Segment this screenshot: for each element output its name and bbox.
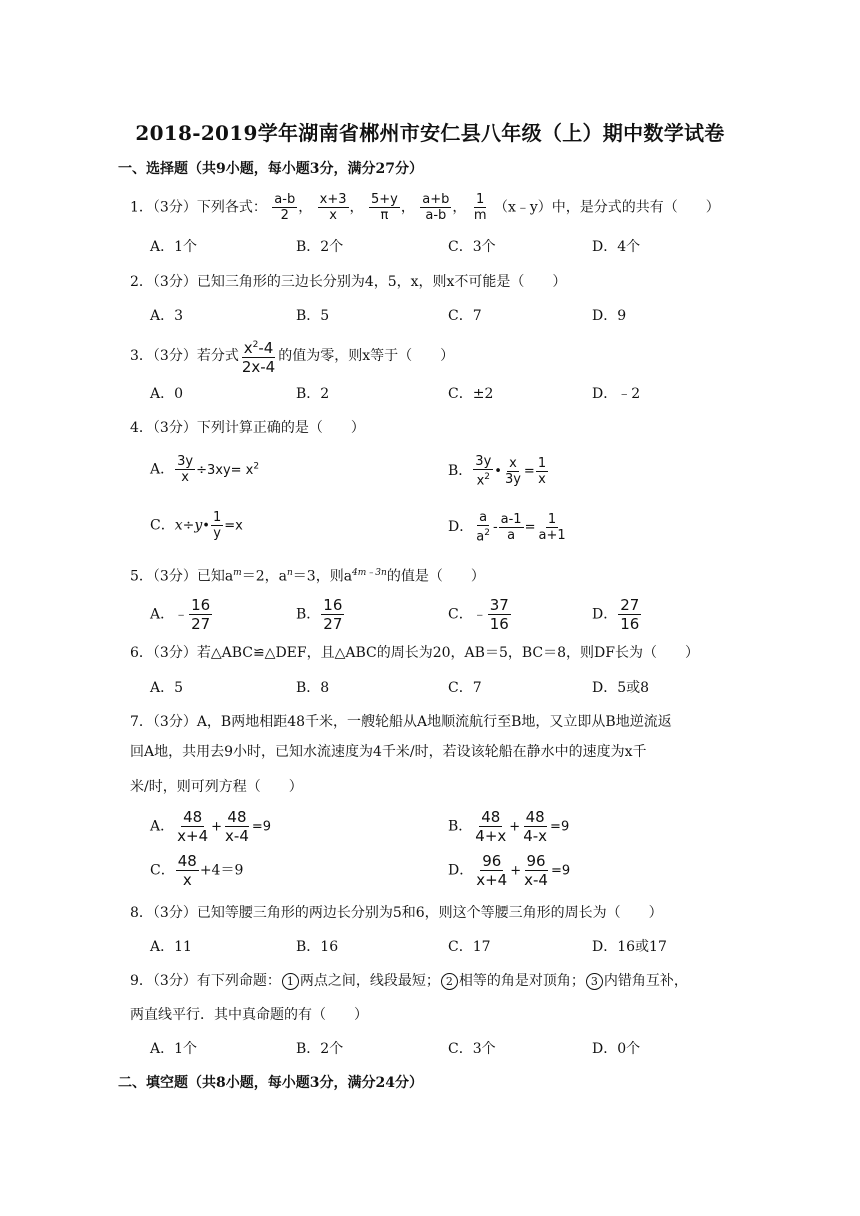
fraction: $\frac{48}{x-4}$ [225, 808, 249, 845]
fraction: $\frac{96}{x-4}$ [524, 852, 548, 889]
option-b: B．2个 [296, 1041, 344, 1057]
exponent: 4m﹣3n [352, 568, 387, 578]
proposition-1: 两点之间，线段最短； [299, 973, 440, 989]
exponent: n [286, 568, 293, 578]
section-heading-fill-in: 二、填空题（共8小题，每小题3分，满分24分） [118, 1075, 423, 1091]
fraction: $\frac{1}{a+1}$ [538, 511, 566, 543]
option-a: A．﹣ $\frac{16}{27}$ [150, 596, 211, 633]
option-label: D． [448, 862, 474, 879]
fraction: $\frac{1}{x}$ [537, 455, 547, 487]
option-label: B． [448, 463, 473, 480]
circled-number: 3 [586, 973, 603, 990]
option-a: A．11 [150, 939, 192, 955]
option-label: A． [150, 818, 175, 835]
question-3 [130, 336, 454, 376]
question-5 [130, 565, 485, 586]
question-6: 6．（3分）若△ABC≌△DEF，且△ABC的周长为20，AB＝5，BC＝8，则DF长为（ ） [130, 645, 699, 661]
option-d: D．16或17 [592, 939, 667, 955]
proposition-2: 相等的角是对顶角； [458, 973, 585, 989]
option-d: D．5或8 [592, 680, 650, 696]
option-label: A． [150, 461, 175, 478]
option-label: C． [448, 606, 473, 623]
question-3-stem-end: 的值为零，则x等于（ ） [278, 348, 455, 364]
option-c: C．7 [448, 680, 482, 696]
fraction: $\frac{x+3}{x}$ [319, 192, 347, 223]
question-7-line-3: 米/时，则可列方程（ ） [130, 779, 303, 795]
circled-number: 2 [441, 973, 458, 990]
option-b: B．2 [296, 386, 330, 402]
option-label: B． [296, 606, 321, 623]
section-heading-choice: 一、选择题（共9小题，每小题3分，满分27分） [118, 161, 423, 177]
fraction: $\frac{48}{x+4}$ [177, 808, 209, 845]
question-5-stem-part: ＝3，则a [292, 568, 353, 585]
fraction: $\frac{a-b}{2}$ [274, 192, 296, 223]
option-c: C．3个 [448, 1041, 496, 1057]
fraction: $\frac{16}{27}$ [323, 596, 343, 633]
question-9-line-1 [130, 970, 688, 990]
option-d: D． $\frac{96}{x+4}$ + $\frac{96}{x-4}$ =9 [448, 852, 571, 889]
fraction: $\frac{3y}{x}$ [177, 454, 194, 485]
question-7-line-1: 7．（3分）A，B两地相距48千米，一艘轮船从A地顺流航行至B地，又立即从B地逆流返 [130, 714, 672, 730]
option-b: B．16 [296, 939, 339, 955]
option-a: A．5 [150, 680, 184, 696]
fraction: $\frac{48}{4+x}$ [475, 808, 507, 845]
proposition-3: 内错角互补， [603, 973, 688, 989]
fraction: $\frac{1}{y}$ [212, 510, 222, 541]
fraction: $\frac{a-1}{a}$ [500, 511, 522, 543]
option-label: D． [448, 519, 474, 536]
page-title: 2018-2019学年湖南省郴州市安仁县八年级（上）期中数学试卷 [135, 121, 725, 145]
option-c: C．3个 [448, 239, 496, 255]
option-c: C．x÷y• $\frac{1}{y}$ =x [150, 510, 243, 541]
option-c: C．﹣ $\frac{37}{16}$ [448, 596, 509, 633]
option-label: C． [150, 517, 175, 534]
fraction: $\frac{1}{m}$ [473, 192, 487, 223]
option-b [296, 596, 345, 633]
fraction: $\frac{27}{16}$ [620, 596, 640, 633]
fraction: $\frac{a+b}{a-b}$ [422, 192, 450, 223]
question-3-stem: 3．（3分）若分式 [130, 348, 239, 364]
fraction: $\frac{x}{3y}$ [504, 455, 521, 487]
option-c: C．17 [448, 939, 491, 955]
fraction: $\frac{96}{x+4}$ [476, 852, 508, 889]
option-a: A．3 [150, 308, 184, 324]
option-d: D．9 [592, 308, 627, 324]
circled-number: 1 [282, 973, 299, 990]
option-d: D．4个 [592, 239, 641, 255]
option-c: C． $\frac{48}{x}$ +4＝9 [150, 852, 244, 889]
option-d: D．﹣2 [592, 386, 641, 402]
question-5-stem-end: 的值是（ ） [386, 568, 485, 585]
option-b: B．2个 [296, 239, 344, 255]
option-d: D． $\frac{a}{a^2}$ - $\frac{a-1}{a}$ = $\frac{1}{a+1}$ [448, 510, 566, 545]
question-9-stem: 9．（3分）有下列命题： [130, 973, 281, 989]
exponent: m [233, 568, 242, 578]
option-d [592, 596, 642, 633]
question-5-stem: 5．（3分）已知a [130, 568, 234, 585]
fraction: $\frac{48}{x}$ [177, 852, 197, 889]
option-a: A．0 [150, 386, 184, 402]
option-label: D． [592, 606, 618, 623]
question-1-stem: 1．（3分）下列各式： [130, 199, 267, 216]
option-b: B．8 [296, 680, 330, 696]
option-b: B． $\frac{48}{4+x}$ + $\frac{48}{4-x}$ =9 [448, 808, 570, 845]
option-b: B．5 [296, 308, 330, 324]
option-b: B． $\frac{3y}{x^2}$ • $\frac{x}{3y}$ = $\frac{1}{x}$ [448, 454, 547, 489]
option-label: B． [448, 818, 473, 835]
option-label: A． [150, 606, 175, 623]
fraction: $\frac{37}{16}$ [489, 596, 509, 633]
option-c: C．±2 [448, 386, 494, 402]
fraction: $\frac{x^2-4}{2x-4}$ [240, 336, 277, 376]
option-label: C． [150, 862, 175, 879]
option-a: A． $\frac{48}{x+4}$ + $\frac{48}{x-4}$ =9 [150, 808, 272, 845]
question-1-stem-end: （x﹣y）中，是分式的共有（ ） [493, 199, 720, 216]
fraction: $\frac{16}{27}$ [191, 596, 211, 633]
fraction: $\frac{3y}{x^2}$ [475, 454, 492, 489]
fraction: $\frac{a}{a^2}$ [476, 510, 490, 545]
fraction: $\frac{5+y}{\pi}$ [370, 192, 398, 223]
question-5-stem-part: ＝2，a [241, 568, 287, 585]
option-d: D．0个 [592, 1041, 641, 1057]
option-a: A．1个 [150, 239, 198, 255]
question-2: 2．（3分）已知三角形的三边长分别为4，5，x，则x不可能是（ ） [130, 274, 567, 290]
question-1: 1．（3分）下列各式： $\frac{a-b}{2}$ ， $\frac{x+3}{x}$ ， $\frac{5+y}{\pi}$ ， $\frac{a+b}{a-b}$ ， $\frac{1}{m}$ （x﹣y）中，是分式的共有（ ） [130, 192, 720, 223]
question-9-line-2: 两直线平行．其中真命题的有（ ） [130, 1007, 368, 1023]
question-8: 8．（3分）已知等腰三角形的两边长分别为5和6，则这个等腰三角形的周长为（ ） [130, 905, 663, 921]
question-7-line-2: 回A地，共用去9小时，已知水流速度为4千米/时，若设该轮船在静水中的速度为x千 [130, 744, 647, 760]
question-4: 4．（3分）下列计算正确的是（ ） [130, 420, 365, 436]
option-a: A． $\frac{3y}{x}$ $\div 3xy= x^2$ [150, 454, 260, 485]
option-c: C．7 [448, 308, 482, 324]
fraction: $\frac{48}{4-x}$ [523, 808, 548, 845]
option-a: A．1个 [150, 1041, 198, 1057]
